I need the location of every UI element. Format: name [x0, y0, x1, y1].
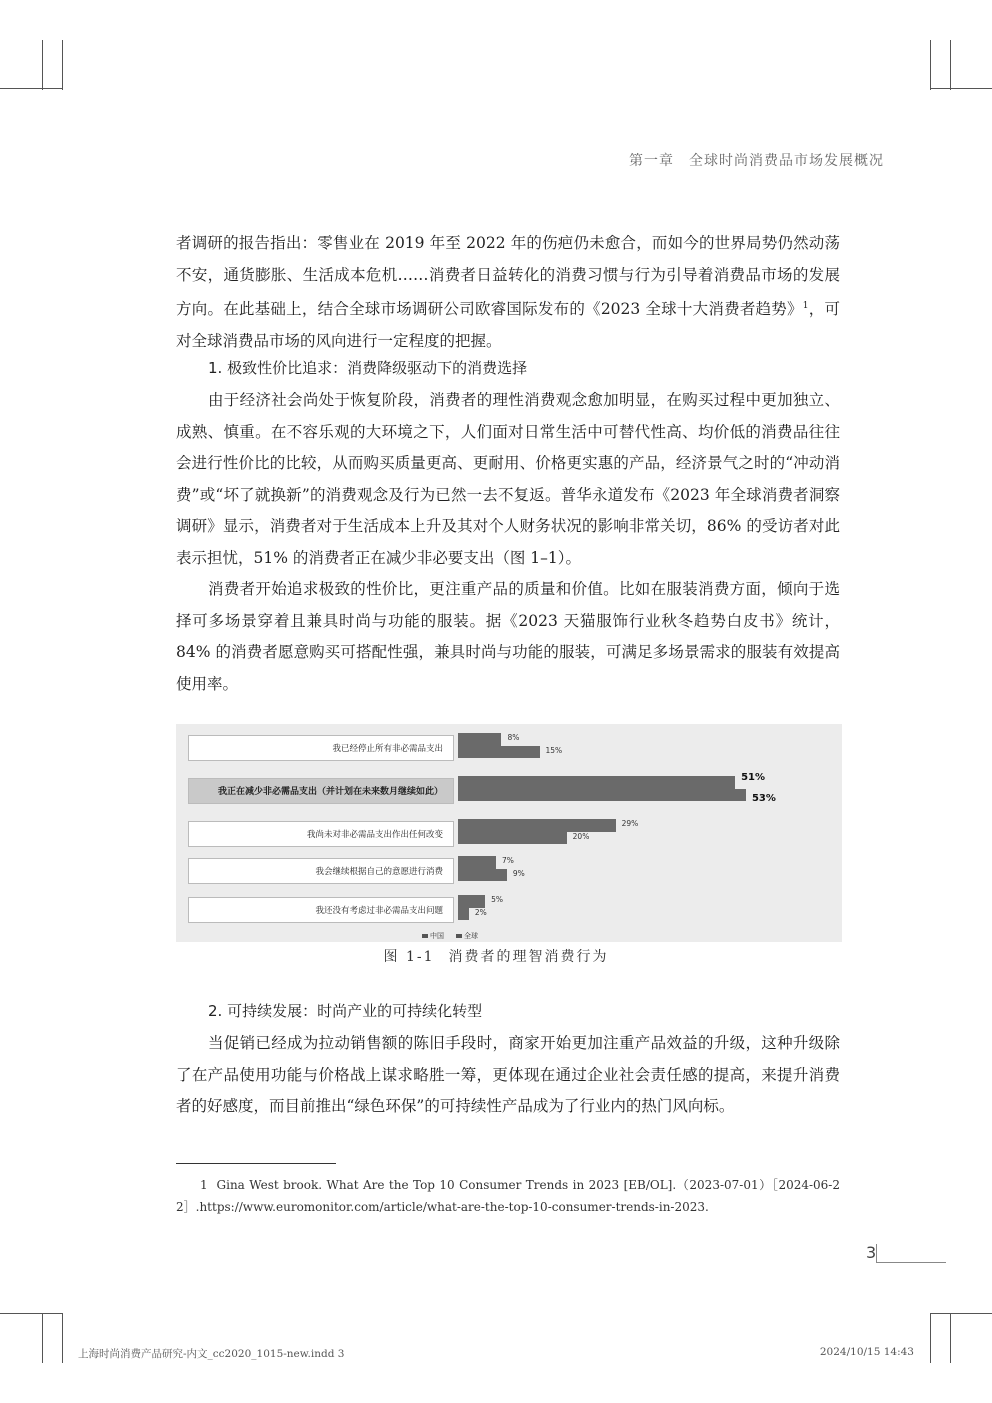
data-label: 7% — [502, 856, 514, 865]
paragraph-text: ，可对全球消费品市场的风向进行一定程度的把握。 — [176, 300, 840, 350]
bar-chart — [176, 724, 842, 942]
category-label: 我尚未对非必需品支出作出任何改变 — [188, 821, 454, 847]
category-label: 我会继续根据自己的意愿进行消费 — [188, 858, 454, 884]
bar-china — [458, 895, 485, 908]
data-label: 5% — [491, 895, 504, 904]
section-heading-1: 1. 极致性价比追求：消费降级驱动下的消费选择 — [208, 359, 528, 377]
slug-left: 上海时尚消费产品研究-内文_cc2020_1015-new.indd 3 — [78, 1348, 345, 1360]
footnote-ref[interactable]: 1 — [802, 301, 809, 311]
category-label: 我已经停止所有非必需品支出 — [188, 735, 454, 761]
chart-row — [176, 771, 842, 811]
chart-row — [176, 851, 842, 891]
crop-mark — [0, 1313, 62, 1314]
bar-china — [458, 733, 501, 746]
footnote-text: Gina West brook. What Are the Top 10 Consumer Trends in 2023 [EB/OL].（2023-07-01）［2024-06-22］.https://www.euromonitor.com/article/what-are-the-top-10-consumer-trends-in-2023. — [176, 1178, 841, 1214]
bar-global — [458, 869, 507, 881]
body-paragraph — [176, 228, 840, 357]
footnote-rule — [176, 1163, 336, 1164]
data-label: 29% — [621, 819, 639, 828]
crop-mark — [930, 88, 992, 89]
legend-label: 中国 — [430, 932, 444, 940]
body-paragraph: 消费者开始追求极致的性价比，更注重产品的质量和价值。比如在服装消费方面，倾向于选择可多场景穿着且兼具时尚与功能的服装。据《2023 天猫服饰行业秋冬趋势白皮书》统计，84% 的消费者愿意购买可搭配性强，兼具时尚与功能的服装，可满足多场景需求的服装有效提高使用率。 — [176, 580, 840, 693]
data-label: 20% — [572, 832, 590, 841]
figure-caption — [0, 946, 992, 966]
category-label: 我正在减少非必需品支出（并计划在未来数月继续如此） — [188, 778, 454, 804]
bar-china — [458, 856, 496, 869]
footnote — [176, 1174, 840, 1218]
page-number: 3 — [866, 1243, 877, 1262]
bar-global — [458, 908, 469, 920]
crop-mark — [930, 40, 931, 90]
running-head: 第一章 全球时尚消费品市场发展概况 — [629, 153, 884, 169]
data-label: 51% — [741, 772, 766, 783]
chart-legend — [422, 931, 490, 941]
crop-mark — [0, 88, 62, 89]
bar-global — [458, 746, 540, 758]
section-heading-2: 2. 可持续发展：时尚产业的可持续化转型 — [208, 1002, 483, 1020]
legend-label: 全球 — [464, 932, 478, 940]
chart-row — [176, 814, 842, 854]
bar-china — [458, 819, 616, 832]
data-label: 8% — [507, 733, 520, 742]
chart-row — [176, 890, 842, 930]
category-label: 我还没有考虑过非必需品支出问题 — [188, 897, 454, 923]
paragraph-text: 者调研的报告指出：零售业在 2019 年至 2022 年的伤疤仍未愈合，而如今的世界局势仍然动荡不安，通货膨胀、生活成本危机……消费者日益转化的消费习惯与行为引导着消费品市场的发展方向。在此基础上，结合全球市场调研公司欧睿国际发布的《2023 全球十大消费者趋势》 — [176, 234, 840, 319]
crop-mark — [950, 40, 951, 90]
body-paragraph: 由于经济社会尚处于恢复阶段，消费者的理性消费观念愈加明显，在购买过程中更加独立、成熟、慎重。在不容乐观的大环境之下，人们面对日常生活中可替代性高、均价低的消费品往往会进行性价比的比较，从而购买质量更高、更耐用、价格更实惠的产品，经济景气之时的“冲动消费”或“坏了就换新”的消费观念及行为已然一去不复返。普华永道发布《2023 年全球消费者洞察调研》显示，消费者对于生活成本上升及其对个人财务状况的影响非常关切，86% 的受访者对此表示担忧，51% 的消费者正在减少非必要支出（图 1–1）。 — [176, 391, 840, 567]
crop-mark — [62, 40, 63, 90]
bar-global — [458, 832, 567, 844]
page-number-rule — [876, 1244, 877, 1262]
legend-swatch — [422, 934, 428, 938]
legend-swatch — [456, 934, 462, 938]
footnote-number: 1 — [200, 1178, 208, 1192]
crop-mark — [42, 1313, 43, 1363]
bar-global — [458, 789, 746, 801]
legend-item — [422, 931, 444, 941]
crop-mark — [950, 1313, 951, 1363]
data-label: 9% — [512, 869, 525, 878]
data-label: 53% — [751, 793, 776, 804]
crop-mark — [930, 1313, 931, 1363]
bar-china — [458, 776, 735, 789]
body-paragraph: 当促销已经成为拉动销售额的陈旧手段时，商家开始更加注重产品效益的升级，这种升级除了在产品使用功能与价格战上谋求略胜一筹，更体现在通过企业社会责任感的提高，来提升消费者的好感度，而目前推出“绿色环保”的可持续性产品成为了行业内的热门风向标。 — [176, 1034, 840, 1115]
chart-row — [176, 728, 842, 768]
legend-item — [456, 931, 478, 941]
figure-title: 消费者的理智消费行为 — [448, 949, 609, 965]
figure-number: 图 1-1 — [383, 949, 435, 965]
crop-mark — [62, 1313, 63, 1363]
crop-mark — [930, 1313, 992, 1314]
data-label: 15% — [545, 746, 563, 755]
crop-mark — [42, 40, 43, 90]
data-label: 2% — [474, 908, 487, 917]
page-number-rule — [876, 1262, 946, 1263]
slug-right: 2024/10/15 14:43 — [819, 1346, 914, 1358]
